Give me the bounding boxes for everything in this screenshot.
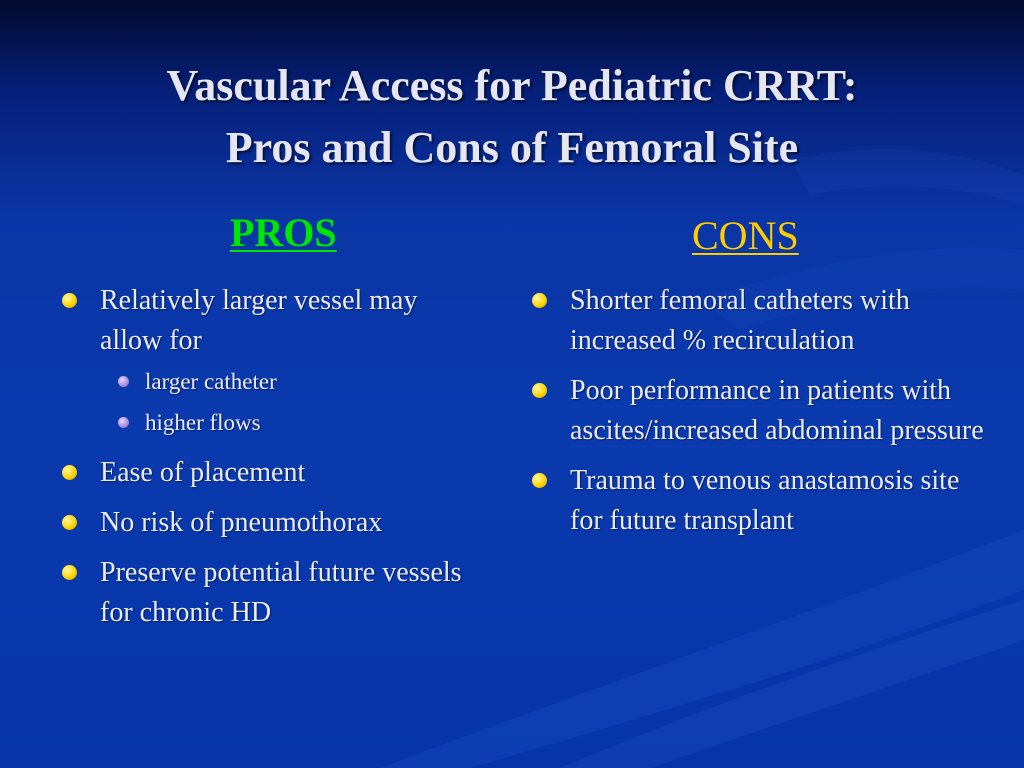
cons-item-text: Shorter femoral catheters with increased % recirculation (570, 285, 910, 356)
cons-item-text: Trauma to venous anastamosis site for future transplant (570, 465, 960, 536)
pros-subitem-text: larger catheter (145, 369, 277, 394)
pros-heading: PROS (230, 210, 337, 255)
slide-title-line-2: Pros and Cons of Femoral Site (225, 123, 799, 172)
pros-list-item (62, 503, 482, 543)
cons-list-item (532, 281, 992, 361)
pros-subitem-text: higher flows (145, 410, 261, 435)
pros-sublist (100, 361, 482, 443)
pros-sublist-item (100, 402, 482, 443)
yellow-sphere-bullet-icon (62, 515, 77, 530)
yellow-sphere-bullet-icon (62, 293, 77, 308)
yellow-sphere-bullet-icon (62, 565, 77, 580)
yellow-sphere-bullet-icon (532, 293, 547, 308)
slide-title-line-1: Vascular Access for Pediatric CRRT: (166, 61, 858, 110)
yellow-sphere-bullet-icon (62, 465, 77, 480)
pros-item-text: Preserve potential future vessels for chronic HD (100, 557, 462, 628)
yellow-sphere-bullet-icon (532, 473, 547, 488)
pros-sublist-item (100, 361, 482, 402)
pros-list (62, 281, 482, 643)
cons-list-item (532, 461, 992, 541)
cons-item-text: Poor performance in patients with ascites/increased abdominal pressure (570, 375, 984, 446)
cons-list (532, 281, 992, 551)
cons-list-item (532, 371, 992, 451)
pros-list-item (62, 281, 482, 443)
pros-item-text: Ease of placement (100, 457, 306, 488)
lavender-sphere-bullet-icon (118, 417, 129, 428)
pros-list-item (62, 453, 482, 493)
pros-list-item (62, 553, 482, 633)
yellow-sphere-bullet-icon (532, 383, 547, 398)
cons-heading: CONS (692, 213, 799, 258)
pros-item-text: Relatively larger vessel may allow for (100, 285, 418, 356)
lavender-sphere-bullet-icon (118, 376, 129, 387)
pros-item-text: No risk of pneumothorax (100, 507, 383, 538)
